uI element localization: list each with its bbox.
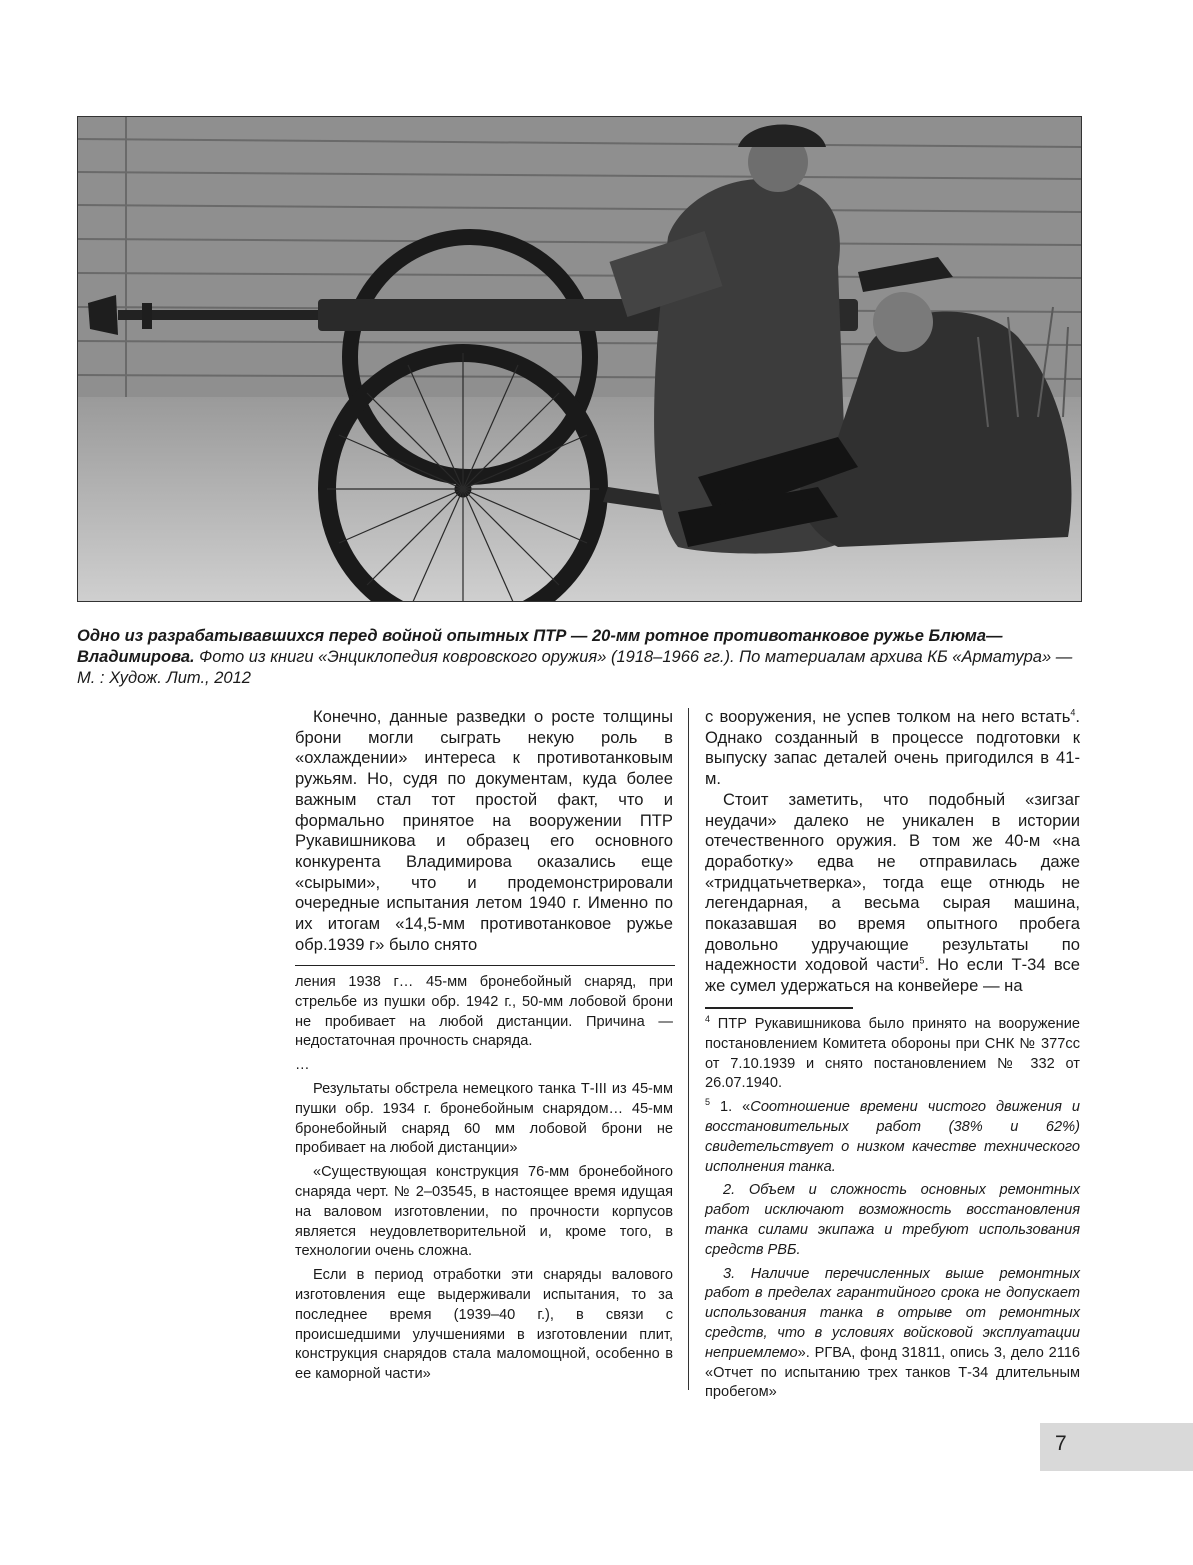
footnote-ref-4: 4: [1070, 707, 1076, 718]
left-paragraph-1: Конечно, данные разведки о росте толщины брони могли сыграть некую роль в «охлаждении» интереса к противотанковым ружьям. Но, судя по документам, куда более важным стал тот простой факт, что и формально принятое на вооружении ПТР Рукавишникова и образец его основного конкурента Владимирова оказались еще «сырыми», что и продемонстрировали очередные испытания летом 1940 г. Именно по их итогам «14,5-мм противотанковое ружье обр.1939 г» было снято: [295, 707, 673, 954]
footnote-5-point-1: Соотношение времени чистого движения и восстановительных работ (38% и 62%) свидетельствует о низком качестве технического исполнения танка.: [705, 1099, 1080, 1175]
footnote-5-point-3: [705, 1265, 1080, 1404]
footnote-rule: [705, 1007, 853, 1009]
photo-caption: [77, 626, 1082, 689]
footnote-5-point-2: 2. Объем и сложность основных ремонтных работ исключают возможность восстановления танка силами экипажа и требуют использования средств РВБ.: [705, 1182, 1080, 1258]
footnote-5-source: ». РГВА, фонд 31811, опись 3, дело 2116 «Отчет по испытанию трех танков Т-34 длительным пробегом»: [705, 1344, 1080, 1401]
right-p1-text-b: . Однако созданный в процессе подготовки к выпуску запас деталей очень пригодился в 41-м.: [705, 707, 1080, 789]
right-paragraph-1: [705, 707, 1080, 790]
footnote-5-point-3-text: 3. Наличие перечисленных выше ремонтных работ в пределах гарантийного срока не допускает использования танка в отрыве от ремонтных средств, что в условиях войсковой эксплуатации неприемлемо: [705, 1265, 1080, 1361]
left-note-1: ления 1938 г… 45-мм бронебойный снаряд, при стрельбе из пушки обр. 1942 г., 50-мм лобовой брони не пробивает на любой дистанции. Причина — недостаточная прочность снаряда.: [295, 974, 673, 1050]
left-note-5: Если в период отработки эти снаряды валового изготовления еще выдерживали испытания, то за последнее время (1939–40 г.), в связи с происшедшими улучшениями в изготовлении плит, конструкция снарядов стала маломощной, особенно в ее каморной части»: [295, 1267, 673, 1383]
left-note-3: Результаты обстрела немецкого танка Т-III из 45-мм пушки обр. 1934 г. бронебойным снарядом… 45-мм бронебойный снаряд 60 мм лобовой брони не пробивает на любой дистанции»: [295, 1080, 673, 1157]
footnote-5-number: 5: [705, 1097, 711, 1108]
left-note-4: «Существующая конструкция 76-мм бронебойного снаряда черт. № 2–03545, в настоящее время идущая на валовом изготовлении, по прочности корпусов является неудовлетворительной и, кроме того, в технологии очень сложна.: [295, 1164, 673, 1260]
footnote-4-number: 4: [705, 1014, 711, 1025]
footnote-4-text: ПТР Рукавишникова было принято на вооружение постановлением Комитета обороны при СНК № 377сс от 7.10.1939 и снято постановлением № 332 от 26.07.1940.: [705, 1016, 1080, 1092]
page-number: 7: [1055, 1432, 1067, 1455]
right-p2-text-b: . Но если Т-34 все же сумел удержаться на конвейере — на: [705, 955, 1080, 996]
photo-illustration: [78, 117, 1081, 601]
right-p2-text-a: Стоит заметить, что подобный «зигзаг неудачи» далеко не уникален в истории отечественного оружия. В том же 40-м «на доработку» едва не отправилась даже «тридцатьчетверка», тогда еще отнюдь не легендарная, а весьма сырая машина, показавшая во время опытного пробега довольно удручающие результаты по надежности ходовой части: [705, 789, 1080, 975]
right-p1-text-a: с вооружения, не успев толком на него встать: [705, 707, 1071, 726]
caption-rest: Фото из книги «Энциклопедия ковровского оружия» (1918–1966 гг.). По материалам архива КБ «Арматура» — М. : Худож. Лит., 2012: [77, 648, 1073, 687]
right-paragraph-2: [705, 790, 1080, 997]
footnote-5: [705, 1098, 1080, 1177]
caption-bold: Одно из разрабатывавшихся перед войной опытных ПТР — 20-мм ротное противотанковое ружье Блюма—Владимирова.: [77, 627, 1003, 666]
page-number-box: [1040, 1423, 1193, 1471]
right-footnotes: [705, 1015, 1080, 1407]
historical-photo: [77, 116, 1082, 602]
footnote-4: [705, 1015, 1080, 1094]
left-notes: [295, 973, 673, 1389]
left-note-2: …: [295, 1057, 310, 1074]
footnote-5-intro: 1. «: [710, 1099, 751, 1116]
column-divider: [688, 708, 689, 1390]
left-column: [295, 707, 673, 955]
right-column: [705, 707, 1080, 997]
footnote-ref-5: 5: [919, 955, 925, 966]
left-notes-divider: [295, 965, 675, 966]
